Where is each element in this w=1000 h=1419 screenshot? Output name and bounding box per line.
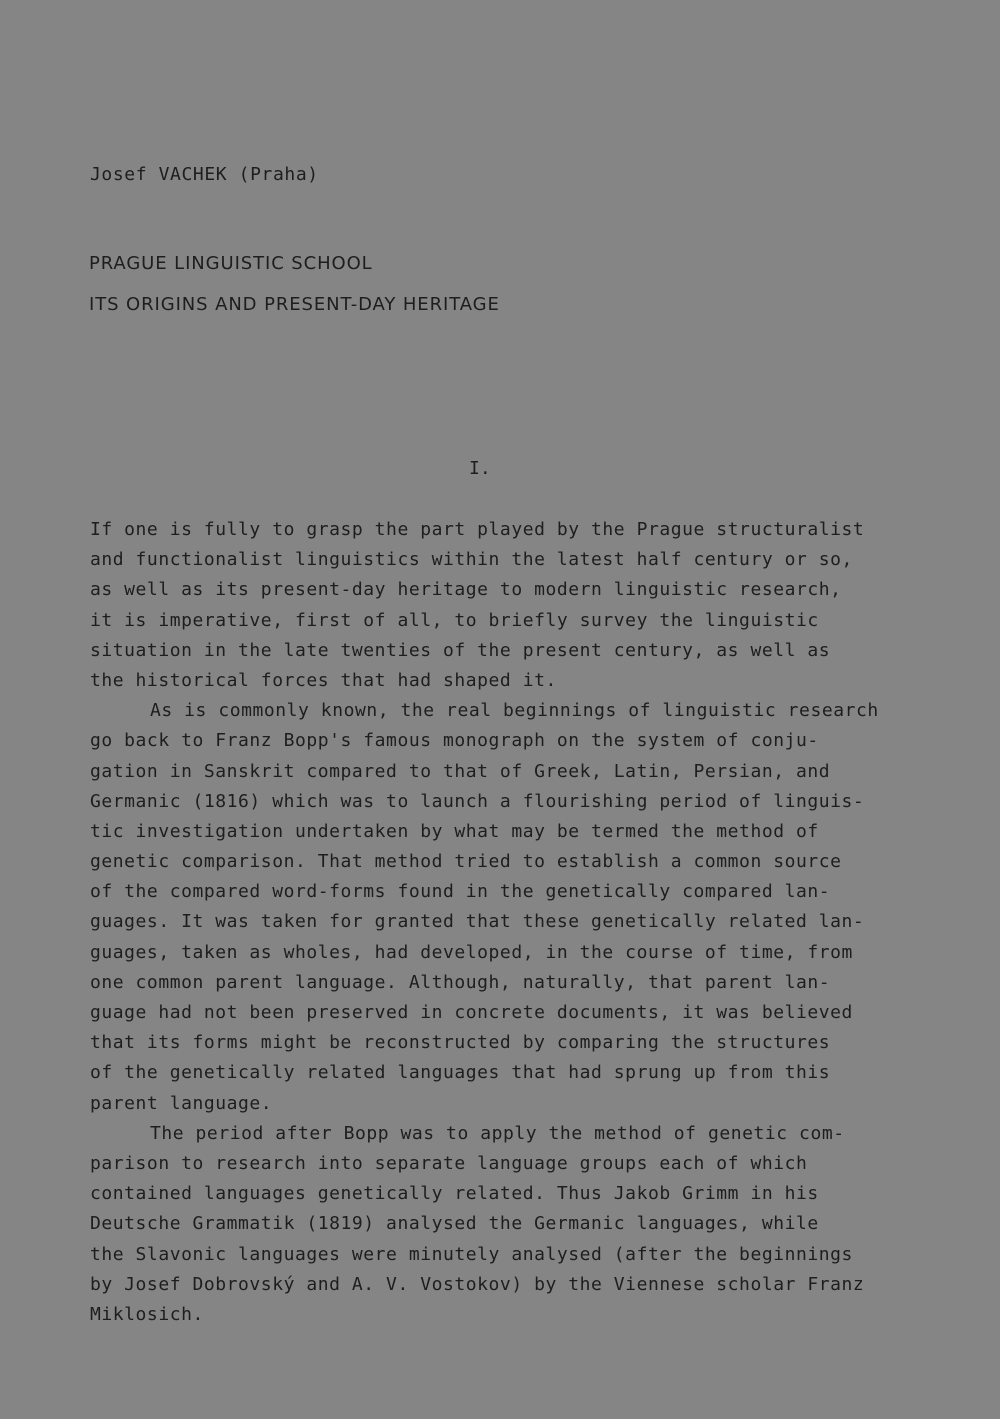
text-line: parent language. [90, 1092, 273, 1114]
body-text [90, 515, 950, 1330]
text-line: as well as its present-day heritage to modern linguistic research, [90, 579, 842, 601]
text-line: Miklosich. [90, 1303, 204, 1325]
paragraph [90, 1119, 950, 1330]
text-line: situation in the late twenties of the present century, as well as [90, 639, 831, 661]
text-line: guages, taken as wholes, had developed, in the course of time, from [90, 941, 853, 963]
text-line: contained languages genetically related. Thus Jakob Grimm in his [90, 1183, 819, 1205]
text-line: of the compared word-forms found in the genetically compared lan- [90, 881, 831, 903]
text-line: genetic comparison. That method tried to establish a common source [90, 851, 842, 873]
text-line: and functionalist linguistics within the latest half century or so, [90, 549, 853, 571]
text-line: As is commonly known, the real beginnings of linguistic research [150, 700, 879, 722]
text-line: of the genetically related languages that had sprung up from this [90, 1062, 831, 1084]
text-line: the Slavonic languages were minutely analysed (after the beginnings [90, 1243, 853, 1265]
section-numeral: I. [469, 458, 491, 479]
paragraph [90, 515, 950, 696]
text-line: by Josef Dobrovský and A. V. Vostokov) by the Viennese scholar Franz [90, 1273, 865, 1295]
text-line: one common parent language. Although, naturally, that parent lan- [90, 971, 831, 993]
title-line-1: PRAGUE LINGUISTIC SCHOOL [89, 253, 373, 274]
text-line: tic investigation undertaken by what may be termed the method of [90, 820, 819, 842]
title-line-2: ITS ORIGINS AND PRESENT-DAY HERITAGE [89, 294, 500, 315]
text-line: gation in Sanskrit compared to that of Greek, Latin, Persian, and [90, 760, 831, 782]
author-line: Josef VACHEK (Praha) [90, 164, 319, 185]
text-line: Deutsche Grammatik (1819) analysed the Germanic languages, while [90, 1213, 819, 1235]
text-line: guage had not been preserved in concrete documents, it was believed [90, 1002, 853, 1023]
text-line: the historical forces that had shaped it. [90, 669, 557, 691]
text-line: that its forms might be reconstructed by comparing the structures [90, 1032, 831, 1054]
text-line: parison to research into separate language groups each of which [90, 1152, 808, 1174]
text-line: go back to Franz Bopp's famous monograph on the system of conju- [90, 730, 819, 752]
text-line: guages. It was taken for granted that these genetically related lan- [90, 911, 865, 933]
text-line: it is imperative, first of all, to briefly survey the linguistic [90, 609, 819, 631]
paragraph [90, 696, 950, 1119]
text-line: If one is fully to grasp the part played by the Prague structuralist [90, 519, 865, 540]
text-line: The period after Bopp was to apply the method of genetic com- [150, 1122, 845, 1144]
text-line: Germanic (1816) which was to launch a flourishing period of linguis- [90, 790, 865, 812]
